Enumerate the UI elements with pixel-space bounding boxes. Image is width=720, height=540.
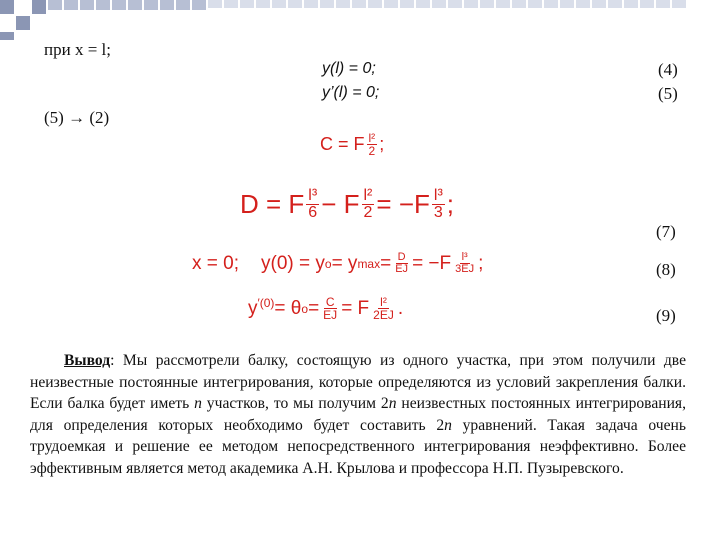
eq-y0-eq: = y: [331, 252, 358, 274]
eq-c-end: ;: [379, 134, 385, 155]
equation-number-8: (8): [656, 260, 676, 279]
numerator: D: [397, 251, 406, 263]
substitution-text: (5) → (2): [44, 108, 110, 127]
equation-y: y(l) = 0;: [322, 60, 376, 77]
variable-n: n: [194, 395, 202, 413]
denominator: 2: [363, 204, 373, 221]
equation-y0: [192, 252, 483, 276]
variable-n: n: [444, 416, 452, 434]
eq-theta-lhs: y: [248, 297, 258, 319]
subscript: max: [357, 256, 381, 271]
equation-D: [240, 188, 454, 222]
header-decoration: [0, 0, 720, 40]
subscript: o: [301, 301, 309, 316]
equation-number-4: (4): [658, 60, 678, 79]
numerator: l³: [308, 187, 318, 204]
numerator: l²: [363, 187, 373, 204]
conclusion-text-3: неизвестных постоянных интегрирования, для определения которых необходимо будет составить 2: [30, 395, 686, 434]
fraction: [393, 252, 410, 276]
eq-y0-end: ;: [478, 252, 484, 274]
fraction: [306, 188, 319, 222]
variable-n: n: [388, 395, 397, 413]
eq-c-lhs: C = F: [320, 134, 365, 155]
conclusion-label: Вывод: [64, 352, 111, 369]
equation-number-7: (7): [656, 222, 676, 241]
fraction: [432, 188, 445, 222]
eq-theta-mid: = θ: [274, 297, 302, 319]
condition-text: при x = l;: [44, 40, 111, 59]
eq-y0-mid: =: [380, 252, 392, 274]
fraction: [453, 252, 476, 276]
fraction: [367, 132, 378, 158]
conclusion-text: : Мы рассмотрели балку, состоящую из одного участка, при этом получили две неизвестные постоянные интегрирования, которые определяются из условий закрепления балки. Если балка будет иметь: [30, 352, 686, 413]
eq-theta-eq: =: [308, 297, 320, 319]
conclusion-paragraph: [30, 350, 686, 480]
denominator: 6: [308, 204, 318, 221]
denominator: EJ: [395, 263, 409, 275]
numerator: C: [325, 295, 335, 309]
fraction: [371, 296, 396, 322]
eq-theta-end: .: [397, 297, 404, 319]
numerator: l³: [433, 187, 443, 204]
numerator: l³: [461, 251, 468, 263]
denominator: 2EJ: [373, 308, 394, 322]
equation-y-prime: y’(l) = 0;: [322, 84, 380, 101]
eq-y0-lhs: y(0) = y: [261, 252, 325, 274]
equation-C: [320, 132, 384, 158]
numerator: l²: [368, 131, 376, 145]
fraction: [362, 188, 375, 222]
equation-number-9: (9): [656, 306, 676, 325]
eq-y0-mid2: = −F: [412, 252, 452, 274]
numerator: l²: [380, 295, 387, 309]
subscript: o: [324, 256, 332, 271]
eq-theta-mid2: = F: [341, 297, 370, 319]
denominator: 3: [433, 204, 443, 221]
conclusion-text-2: участков, то мы получим 2: [201, 395, 389, 413]
superscript: ′(0): [257, 296, 275, 310]
denominator: 3EJ: [455, 263, 475, 275]
conclusion-text-4: уравнений. Такая задача очень трудоемкая и решение ее методом непосредственного интегрирования неэффективно. Более эффективным является метод академика А.Н. Крылова и профессора Н.П. Пузыревского.: [30, 416, 687, 477]
denominator: EJ: [323, 308, 338, 322]
eq-d-mid2: = −F: [376, 189, 430, 220]
equation-number-5: (5): [658, 84, 678, 103]
fraction: [321, 296, 339, 322]
eq-d-lhs: D = F: [240, 189, 305, 220]
eq-y0-condition: x = 0;: [192, 252, 239, 274]
eq-d-mid: − F: [321, 189, 360, 220]
equation-theta: [248, 296, 403, 322]
denominator: 2: [368, 144, 376, 158]
eq-d-end: ;: [446, 189, 455, 220]
